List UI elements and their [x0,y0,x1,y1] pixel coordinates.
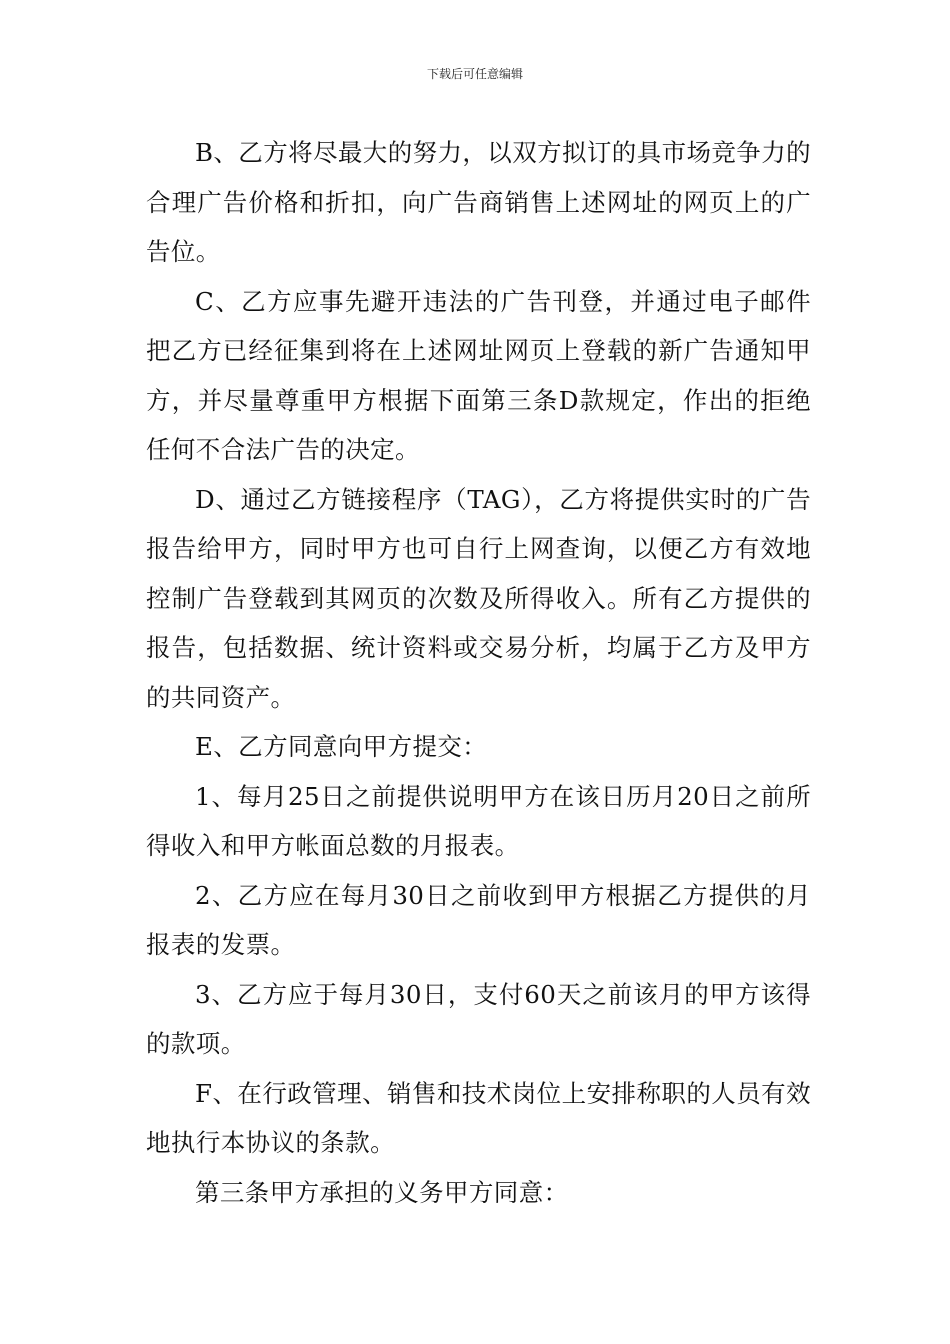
document-body [146,128,811,1217]
paragraph-d: D、通过乙方链接程序（TAG），乙方将提供实时的广告报告给甲方，同时甲方也可自行上网查询，以便乙方有效地控制广告登载到其网页的次数及所得收入。所有乙方提供的报告，包括数据、统计资料或交易分析，均属于乙方及甲方的共同资产。 [146,484,811,712]
paragraph-e-item-2: 2、乙方应在每月30日之前收到甲方根据乙方提供的月报表的发票。 [146,880,811,959]
paragraph-e-item-3: 3、乙方应于每月30日，支付60天之前该月的甲方该得的款项。 [146,979,811,1058]
paragraph-e-item-1: 1、每月25日之前提供说明甲方在该日历月20日之前所得收入和甲方帐面总数的月报表。 [146,781,811,860]
paragraph-f: F、在行政管理、销售和技术岗位上安排称职的人员有效地执行本协议的条款。 [146,1078,811,1157]
page-header-note: 下载后可任意编辑 [426,67,523,81]
section-heading-article-3: 第三条甲方承担的义务甲方同意： [195,1177,569,1207]
paragraph-b: B、乙方将尽最大的努力，以双方拟订的具市场竞争力的合理广告价格和折扣，向广告商销售上述网址的网页上的广告位。 [146,138,812,266]
paragraph-e: E、乙方同意向甲方提交： [195,732,488,761]
paragraph-c: C、乙方应事先避开违法的广告刊登，并通过电子邮件把乙方已经征集到将在上述网址网页上登载的新广告通知甲方，并尽量尊重甲方根据下面第三条D款规定，作出的拒绝任何不合法广告的决定。 [146,286,811,464]
